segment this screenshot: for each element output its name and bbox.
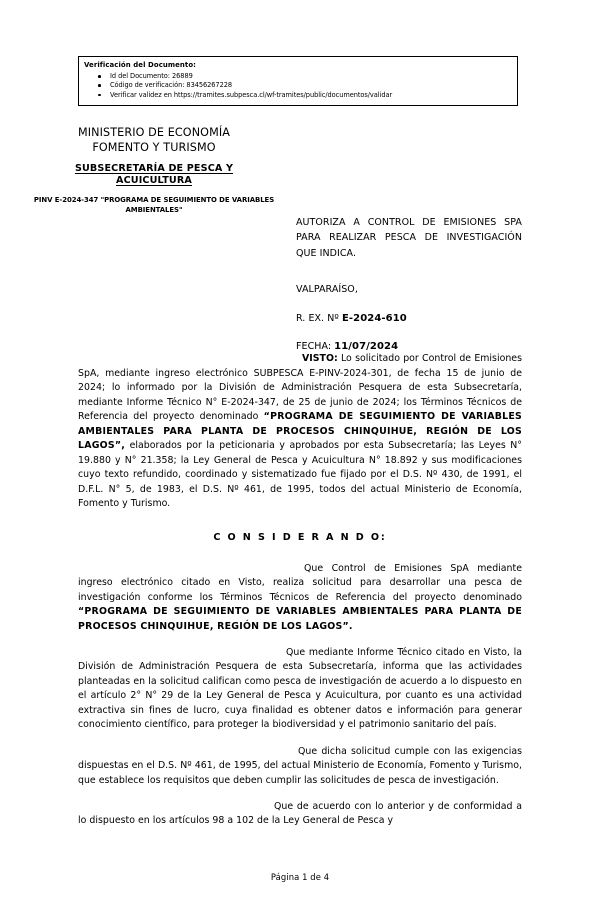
paragraph-considerando-1 bbox=[78, 562, 522, 635]
verification-item-label: Id del Documento: 26889 bbox=[110, 71, 193, 80]
considerando-4-text: Que de acuerdo con lo anterior y de conformidad a lo dispuesto en los artículos 98 a 102 de la Ley General de Pesca y bbox=[78, 800, 522, 827]
verification-item-label: Código de verificación: 83456267228 bbox=[110, 81, 233, 90]
visto-label: VISTO: bbox=[302, 353, 338, 364]
considerando-3-text: Que dicha solicitud cumple con las exigencias dispuestas en el D.S. Nº 461, de 1995, del actual Ministerio de Economía, Fomento y Turismo, que establece los requisitos que deben cumplir las solicitudes de pesca de investigación. bbox=[78, 745, 522, 786]
paragraph-considerando-3 bbox=[78, 745, 522, 789]
project-reference: PINV E-2024-347 "PROGRAMA DE SEGUIMIENTO DE VARIABLES AMBIENTALES" bbox=[33, 196, 275, 214]
paragraph-visto bbox=[78, 352, 522, 512]
visto-text-part-1: Lo solicitado por Control de Emisiones SpA, mediante ingreso electrónico SUBPESCA E-PINV-2024-301, de fecha 15 de junio de 2024; lo informado por la División de Administración Pesquera de esta Subsecretaría, mediante Informe Técnico N° E-2024-347, de 25 de junio de 2024; los Términos Técnicos de Referencia del proyecto denominado bbox=[78, 353, 522, 423]
subsecretaria-line-2: ACUICULTURA bbox=[116, 175, 192, 187]
verification-item-list bbox=[84, 72, 512, 100]
considerando-2-text: Que mediante Informe Técnico citado en Visto, la División de Administración Pesquera de esta Subsecretaría, informa que las actividades planteadas en la solicitud califican como pesca de investigación de acuerdo a lo dispuesto en el artículo 2° N° 29 de la Ley General de Pesca y Acuicultura, por cuanto es una actividad extractiva sin fines de lucro, cuya finalidad es obtener datos e información para generar conocimiento científico, para proteger la biodiversidad y el patrimonio sanitario del país. bbox=[78, 646, 522, 731]
document-verification-box bbox=[78, 56, 518, 106]
verification-item-url bbox=[84, 91, 512, 100]
resolution-header-block bbox=[296, 215, 522, 352]
paragraph-considerando-2 bbox=[78, 646, 522, 733]
considerando-heading: C O N S I D E R A N D O: bbox=[213, 531, 387, 543]
resolution-date-value: 11/07/2024 bbox=[334, 341, 399, 353]
bullet-icon bbox=[98, 75, 101, 78]
resolution-number-line bbox=[296, 313, 522, 324]
verification-item-label: Verificar validez en https://tramites.subpesca.cl/wf-tramites/public/documentos/validar bbox=[110, 90, 393, 99]
program-title-considerando: “PROGRAMA DE SEGUIMIENTO DE VARIABLES AMBIENTALES PARA PLANTA DE PROCESOS CHINQUIHUE, REGIÓN DE LOS LAGOS”. bbox=[78, 606, 522, 632]
subsecretaria-line-1: SUBSECRETARÍA DE PESCA Y bbox=[74, 162, 234, 174]
ministry-name bbox=[28, 126, 280, 156]
resolution-city: VALPARAÍSO, bbox=[296, 284, 358, 296]
paragraph-considerando-4 bbox=[78, 800, 522, 829]
resolution-number-label: R. EX. Nº bbox=[296, 313, 342, 325]
bullet-icon bbox=[98, 84, 101, 87]
verification-item-code bbox=[84, 81, 512, 90]
document-body bbox=[78, 352, 522, 829]
program-title-visto: “PROGRAMA DE SEGUIMIENTO DE VARIABLES AMBIENTALES PARA PLANTA DE PROCESOS CHINQUIHUE, REGIÓN DE LOS LAGOS”, bbox=[78, 411, 522, 452]
visto-text-part-2: elaborados por la peticionaria y aprobados por esta Subsecretaría; las Leyes N° 19.880 y N° 21.358; la Ley General de Pesca y Acuicultura N° 18.892 y sus modificaciones cuyo texto refundido, coordinado y sistematizado fue fijado por el D.S. Nº 430, de 1991, el D.F.L. N° 5, de 1983, el D.S. Nº 461, de 1995, todos del actual Ministerio de Economía, Fomento y Turismo. bbox=[78, 440, 522, 510]
ministry-line-1: MINISTERIO DE ECONOMÍA bbox=[78, 126, 230, 139]
resolution-number-value: E-2024-610 bbox=[341, 313, 407, 325]
verification-item-document-id bbox=[84, 72, 512, 81]
considerando-1-text: Que Control de Emisiones SpA mediante ingreso electrónico citado en Visto, realiza solicitud para desarrollar una pesca de investigación conforme los Términos Técnicos de Referencia del proyecto denominado bbox=[78, 562, 522, 603]
resolution-subject: AUTORIZA A CONTROL DE EMISIONES SPA PARA REALIZAR PESCA DE INVESTIGACIÓN QUE INDICA. bbox=[296, 217, 522, 259]
verification-title: Verificación del Documento: bbox=[84, 61, 197, 69]
page-footer bbox=[0, 872, 600, 882]
subsecretaria-name bbox=[28, 163, 280, 189]
page-indicator: Página 1 de 4 bbox=[270, 872, 330, 882]
resolution-date-line bbox=[296, 341, 522, 352]
bullet-icon bbox=[98, 94, 101, 97]
resolution-date-label: FECHA: bbox=[296, 341, 335, 353]
institutional-header bbox=[28, 126, 280, 215]
ministry-line-2: FOMENTO Y TURISMO bbox=[92, 140, 216, 154]
